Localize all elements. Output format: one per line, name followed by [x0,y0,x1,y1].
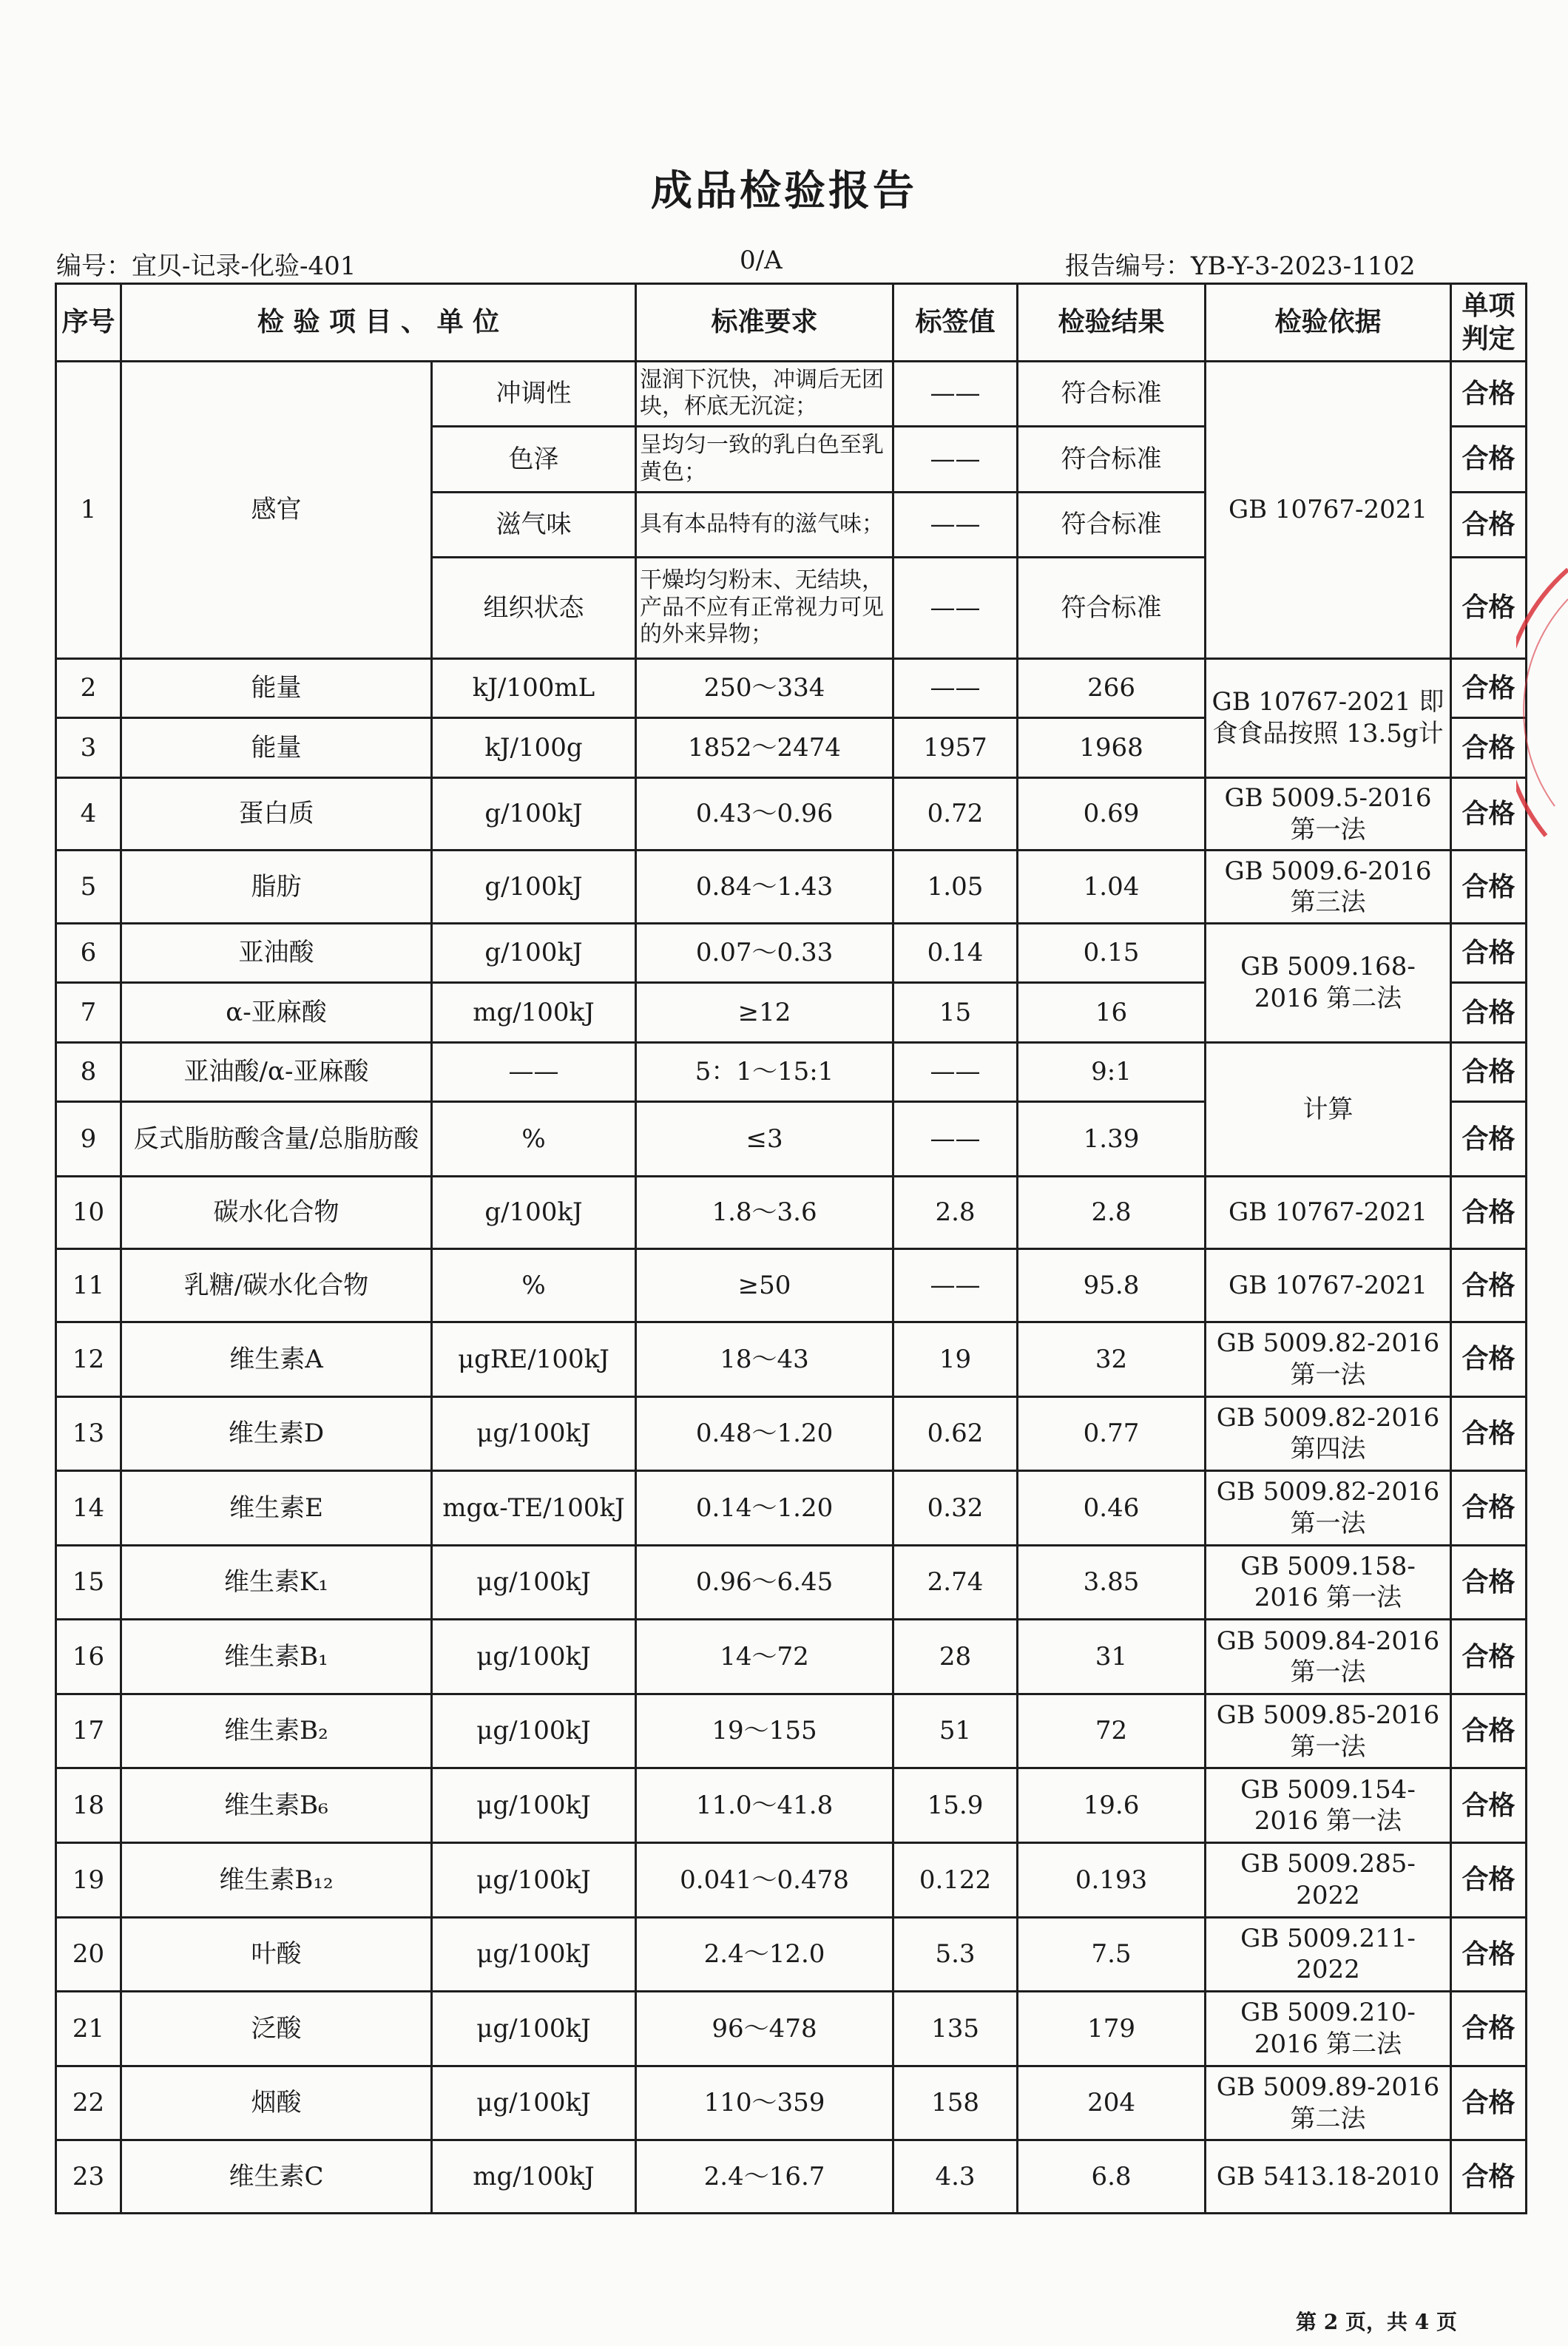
cell-subitem: 组织状态 [432,558,636,659]
cell-standard: ≤3 [636,1102,893,1177]
cell-item: 维生素A [121,1322,432,1396]
cell-unit: μg/100kJ [432,1992,636,2066]
table-body [56,284,1527,2214]
cell-basis: GB 10767-2021 [1206,361,1451,658]
cell-no: 15 [56,1545,121,1620]
report-number: 报告编号：YB-Y-3-2023-1102 [1065,251,1416,281]
cell-no: 6 [56,923,121,982]
cell-label-value: 158 [893,2066,1018,2140]
cell-item: 反式脂肪酸含量/总脂肪酸 [121,1102,432,1177]
cell-label-value: 15.9 [893,1768,1018,1843]
cell-item: 烟酸 [121,2066,432,2140]
cell-result: 6.8 [1018,2140,1206,2214]
cell-result: 2.8 [1018,1176,1206,1249]
cell-standard: 呈均匀一致的乳白色至乳黄色； [636,427,893,493]
cell-result: 72 [1018,1694,1206,1768]
cell-judgement: 合格 [1451,1396,1527,1471]
cell-result: 3.85 [1018,1545,1206,1620]
cell-unit: μg/100kJ [432,2066,636,2140]
cell-item: 亚油酸 [121,923,432,982]
cell-judgement: 合格 [1451,558,1527,659]
cell-judgement: 合格 [1451,1249,1527,1322]
cell-result: 0.77 [1018,1396,1206,1471]
table-row [56,1843,1527,1918]
cell-basis: GB 5009.210-2016 第二法 [1206,1992,1451,2066]
cell-result: 19.6 [1018,1768,1206,1843]
cell-basis: GB 5009.5-2016 第一法 [1206,777,1451,851]
cell-judgement: 合格 [1451,1620,1527,1694]
cell-basis: GB 5009.82-2016 第四法 [1206,1396,1451,1471]
cell-item: 维生素K₁ [121,1545,432,1620]
cell-standard: 0.041～0.478 [636,1843,893,1918]
cell-label-value: —— [893,1102,1018,1177]
cell-basis: GB 5009.168-2016 第二法 [1206,923,1451,1042]
cell-judgement: 合格 [1451,1768,1527,1843]
cell-judgement: 合格 [1451,1322,1527,1396]
cell-subitem: 冲调性 [432,361,636,427]
cell-standard: 0.96～6.45 [636,1545,893,1620]
cell-result: 1.39 [1018,1102,1206,1177]
cell-judgement: 合格 [1451,777,1527,851]
cell-judgement: 合格 [1451,427,1527,493]
table-row [56,1396,1527,1471]
cell-standard: ≥12 [636,983,893,1042]
cell-basis: GB 10767-2021 即食食品按照 13.5g计 [1206,658,1451,777]
cell-basis: GB 5009.89-2016 第二法 [1206,2066,1451,2140]
cell-standard: 湿润下沉快，冲调后无团块，杯底无沉淀； [636,361,893,427]
cell-standard: 0.48～1.20 [636,1396,893,1471]
cell-no: 8 [56,1042,121,1101]
cell-judgement: 合格 [1451,1102,1527,1177]
cell-judgement: 合格 [1451,851,1527,924]
cell-standard: 18～43 [636,1322,893,1396]
cell-subitem: 色泽 [432,427,636,493]
cell-basis: GB 10767-2021 [1206,1249,1451,1322]
cell-result: 1.04 [1018,851,1206,924]
cell-result: 0.193 [1018,1843,1206,1918]
cell-judgement: 合格 [1451,2066,1527,2140]
cell-no: 18 [56,1768,121,1843]
table-row [56,1042,1527,1101]
cell-basis: 计算 [1206,1042,1451,1176]
cell-result: 32 [1018,1322,1206,1396]
cell-unit: mg/100kJ [432,2140,636,2214]
cell-item: 维生素D [121,1396,432,1471]
cell-judgement: 合格 [1451,923,1527,982]
report-title: 成品检验报告 [651,166,917,215]
cell-item: 乳糖/碳水化合物 [121,1249,432,1322]
cell-unit: mgα-TE/100kJ [432,1471,636,1546]
table-row [56,361,1527,427]
cell-unit: % [432,1249,636,1322]
cell-no: 12 [56,1322,121,1396]
seal-graphic [1516,562,1568,843]
table-row [56,1471,1527,1546]
header-label-value: 标签值 [893,284,1018,362]
cell-judgement: 合格 [1451,1176,1527,1249]
cell-no: 14 [56,1471,121,1546]
cell-label-value: 28 [893,1620,1018,1694]
cell-label-value: 15 [893,983,1018,1042]
cell-no: 23 [56,2140,121,2214]
cell-standard: 0.43～0.96 [636,777,893,851]
header-judgement: 单项判定 [1451,284,1527,362]
cell-item: 维生素B₁ [121,1620,432,1694]
cell-label-value: —— [893,361,1018,427]
cell-label-value: 135 [893,1992,1018,2066]
cell-unit: g/100kJ [432,923,636,982]
cell-judgement: 合格 [1451,1843,1527,1918]
cell-label-value: 0.14 [893,923,1018,982]
cell-unit: μg/100kJ [432,1917,636,1992]
cell-label-value: 2.74 [893,1545,1018,1620]
version-code: 0/A [740,246,783,275]
table-row [56,1176,1527,1249]
cell-standard: 14～72 [636,1620,893,1694]
cell-result: 符合标准 [1018,427,1206,493]
cell-standard: 110～359 [636,2066,893,2140]
table-row [56,1768,1527,1843]
table-row [56,2066,1527,2140]
cell-standard: 0.84～1.43 [636,851,893,924]
cell-standard: 1852～2474 [636,718,893,777]
cell-item: 蛋白质 [121,777,432,851]
cell-item: α-亚麻酸 [121,983,432,1042]
cell-judgement: 合格 [1451,1917,1527,1992]
cell-unit: μg/100kJ [432,1545,636,1620]
cell-item: 维生素B₂ [121,1694,432,1768]
cell-basis: GB 5009.211-2022 [1206,1917,1451,1992]
header-no: 序号 [56,284,121,362]
cell-no: 2 [56,658,121,717]
cell-no: 4 [56,777,121,851]
cell-judgement: 合格 [1451,1694,1527,1768]
cell-standard: 250～334 [636,658,893,717]
cell-unit: μg/100kJ [432,1768,636,1843]
cell-label-value: —— [893,492,1018,558]
cell-basis: GB 5009.6-2016 第三法 [1206,851,1451,924]
cell-item: 泛酸 [121,1992,432,2066]
cell-judgement: 合格 [1451,361,1527,427]
cell-no: 9 [56,1102,121,1177]
cell-no: 7 [56,983,121,1042]
cell-no: 17 [56,1694,121,1768]
cell-item: 叶酸 [121,1917,432,1992]
cell-result: 266 [1018,658,1206,717]
cell-label-value: 0.32 [893,1471,1018,1546]
cell-unit: kJ/100g [432,718,636,777]
cell-unit: μg/100kJ [432,1843,636,1918]
cell-judgement: 合格 [1451,492,1527,558]
cell-result: 0.15 [1018,923,1206,982]
inspection-table [55,283,1527,2214]
cell-item: 亚油酸/α-亚麻酸 [121,1042,432,1101]
cell-label-value: 0.122 [893,1843,1018,1918]
table-row [56,2140,1527,2214]
cell-item: 碳水化合物 [121,1176,432,1249]
cell-standard: 0.14～1.20 [636,1471,893,1546]
cell-result: 16 [1018,983,1206,1042]
cell-label-value: 5.3 [893,1917,1018,1992]
cell-result: 7.5 [1018,1917,1206,1992]
cell-judgement: 合格 [1451,983,1527,1042]
cell-unit: μg/100kJ [432,1694,636,1768]
cell-label-value: 51 [893,1694,1018,1768]
cell-result: 9:1 [1018,1042,1206,1101]
cell-standard: 干燥均匀粉末、无结块，产品不应有正常视力可见的外来异物； [636,558,893,659]
cell-standard: 0.07～0.33 [636,923,893,982]
cell-no: 1 [56,361,121,658]
table-row [56,1694,1527,1768]
table-row [56,777,1527,851]
cell-label-value: 4.3 [893,2140,1018,2214]
cell-basis: GB 5009.85-2016 第一法 [1206,1694,1451,1768]
cell-basis: GB 5009.84-2016 第一法 [1206,1620,1451,1694]
table-row [56,658,1527,717]
cell-item: 能量 [121,658,432,717]
cell-basis: GB 5009.82-2016 第一法 [1206,1322,1451,1396]
cell-no: 5 [56,851,121,924]
cell-no: 10 [56,1176,121,1249]
cell-basis: GB 5009.285-2022 [1206,1843,1451,1918]
cell-label-value: 19 [893,1322,1018,1396]
cell-label-value: —— [893,1249,1018,1322]
table-header-row [56,284,1527,362]
cell-label-value: —— [893,427,1018,493]
cell-label-value: 2.8 [893,1176,1018,1249]
cell-item: 维生素B₆ [121,1768,432,1843]
cell-judgement: 合格 [1451,718,1527,777]
cell-result: 符合标准 [1018,558,1206,659]
cell-unit: kJ/100mL [432,658,636,717]
cell-no: 21 [56,1992,121,2066]
cell-no: 22 [56,2066,121,2140]
table-row [56,1322,1527,1396]
cell-unit: mg/100kJ [432,983,636,1042]
table-row [56,923,1527,982]
cell-judgement: 合格 [1451,1471,1527,1546]
cell-standard: ≥50 [636,1249,893,1322]
cell-result: 符合标准 [1018,492,1206,558]
cell-standard: 2.4～16.7 [636,2140,893,2214]
table-row [56,1620,1527,1694]
cell-judgement: 合格 [1451,658,1527,717]
cell-unit: μg/100kJ [432,1396,636,1471]
table-row [56,1917,1527,1992]
cell-item: 维生素B₁₂ [121,1843,432,1918]
cell-no: 20 [56,1917,121,1992]
record-number: 编号：宜贝-记录-化验-401 [56,251,356,281]
cell-item: 脂肪 [121,851,432,924]
cell-judgement: 合格 [1451,2140,1527,2214]
header-standard: 标准要求 [636,284,893,362]
cell-unit: % [432,1102,636,1177]
cell-unit: —— [432,1042,636,1101]
header-item: 检 验 项 目 、 单 位 [121,284,636,362]
cell-standard: 2.4～12.0 [636,1917,893,1992]
header-basis: 检验依据 [1206,284,1451,362]
cell-judgement: 合格 [1451,1992,1527,2066]
cell-label-value: 0.72 [893,777,1018,851]
cell-unit: g/100kJ [432,851,636,924]
cell-judgement: 合格 [1451,1042,1527,1101]
cell-group: 感官 [121,361,432,658]
cell-unit: g/100kJ [432,1176,636,1249]
cell-unit: μg/100kJ [432,1620,636,1694]
cell-label-value: 1.05 [893,851,1018,924]
cell-no: 19 [56,1843,121,1918]
cell-no: 3 [56,718,121,777]
table-row [56,1545,1527,1620]
cell-no: 13 [56,1396,121,1471]
cell-unit: μgRE/100kJ [432,1322,636,1396]
cell-result: 0.69 [1018,777,1206,851]
cell-label-value: —— [893,558,1018,659]
cell-result: 1968 [1018,718,1206,777]
cell-standard: 19～155 [636,1694,893,1768]
cell-item: 维生素E [121,1471,432,1546]
table-row [56,1249,1527,1322]
cell-standard: 具有本品特有的滋气味； [636,492,893,558]
red-seal-stamp [1516,562,1568,843]
cell-label-value: 1957 [893,718,1018,777]
page-number: 第 2 页，共 4 页 [1296,2310,1457,2334]
table-row [56,1992,1527,2066]
cell-result: 95.8 [1018,1249,1206,1322]
cell-standard: 1.8～3.6 [636,1176,893,1249]
cell-item: 能量 [121,718,432,777]
cell-result: 204 [1018,2066,1206,2140]
cell-no: 11 [56,1249,121,1322]
cell-result: 符合标准 [1018,361,1206,427]
cell-result: 179 [1018,1992,1206,2066]
cell-subitem: 滋气味 [432,492,636,558]
table-row [56,851,1527,924]
cell-basis: GB 5413.18-2010 [1206,2140,1451,2214]
cell-label-value: —— [893,1042,1018,1101]
cell-basis: GB 5009.82-2016 第一法 [1206,1471,1451,1546]
cell-standard: 11.0～41.8 [636,1768,893,1843]
cell-label-value: —— [893,658,1018,717]
cell-basis: GB 10767-2021 [1206,1176,1451,1249]
cell-label-value: 0.62 [893,1396,1018,1471]
cell-result: 31 [1018,1620,1206,1694]
cell-standard: 5：1～15:1 [636,1042,893,1101]
cell-basis: GB 5009.158-2016 第一法 [1206,1545,1451,1620]
cell-basis: GB 5009.154-2016 第一法 [1206,1768,1451,1843]
header-result: 检验结果 [1018,284,1206,362]
cell-no: 16 [56,1620,121,1694]
cell-item: 维生素C [121,2140,432,2214]
cell-result: 0.46 [1018,1471,1206,1546]
cell-standard: 96～478 [636,1992,893,2066]
cell-judgement: 合格 [1451,1545,1527,1620]
cell-unit: g/100kJ [432,777,636,851]
